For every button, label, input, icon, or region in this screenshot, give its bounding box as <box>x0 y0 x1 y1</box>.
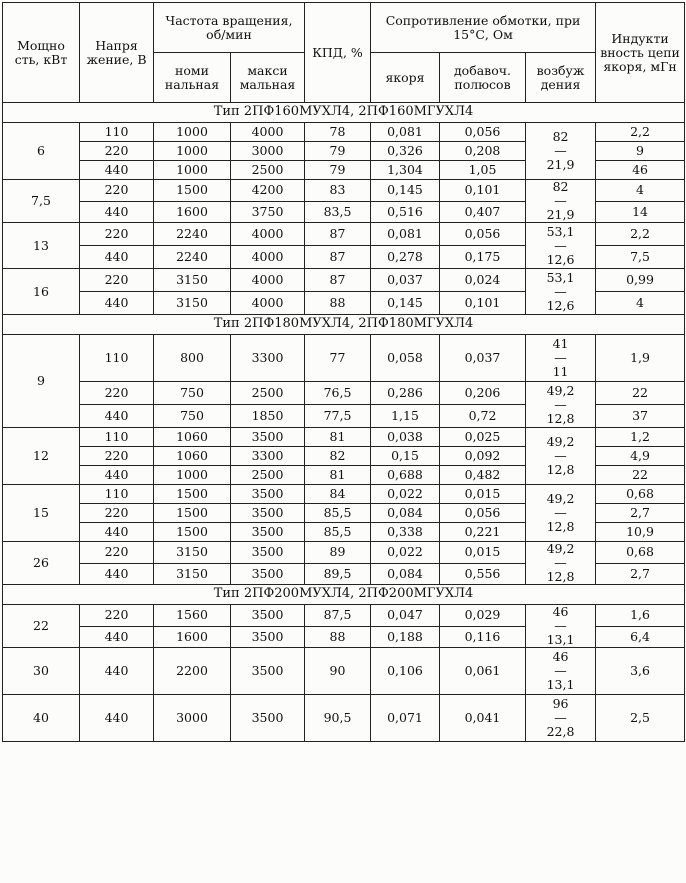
power-cell: 16 <box>3 269 80 315</box>
excitation-value: 82 <box>552 129 569 144</box>
efficiency-cell: 76,5 <box>305 382 371 405</box>
efficiency-cell: 81 <box>305 466 371 485</box>
excitation-value: 12,8 <box>546 569 575 584</box>
speed-max-cell: 3500 <box>231 563 305 585</box>
resistance-additional-cell: 0,101 <box>440 292 526 315</box>
efficiency-cell: 84 <box>305 485 371 504</box>
inductance-cell: 22 <box>596 466 685 485</box>
dash-separator: — <box>554 448 567 463</box>
resistance-additional-cell: 0,482 <box>440 466 526 485</box>
excitation-value: 11 <box>552 364 569 379</box>
resistance-armature-cell: 0,081 <box>371 223 440 246</box>
resistance-additional-cell: 0,101 <box>440 180 526 202</box>
resistance-armature-cell: 0,145 <box>371 292 440 315</box>
resistance-additional-cell: 0,175 <box>440 246 526 269</box>
inductance-cell: 10,9 <box>596 523 685 542</box>
speed-max-cell: 4000 <box>231 269 305 292</box>
excitation-resistance-cell <box>526 428 596 485</box>
header-power: Мощно сть, кВт <box>3 3 80 103</box>
voltage-cell: 220 <box>80 269 154 292</box>
voltage-cell: 220 <box>80 542 154 564</box>
voltage-cell: 440 <box>80 161 154 180</box>
excitation-value: 22,8 <box>546 724 575 739</box>
resistance-additional-cell: 0,407 <box>440 201 526 223</box>
resistance-additional-cell: 0,029 <box>440 605 526 627</box>
table-row <box>3 428 685 447</box>
resistance-armature-cell: 0,188 <box>371 626 440 648</box>
inductance-cell: 9 <box>596 142 685 161</box>
resistance-additional-cell: 0,056 <box>440 123 526 142</box>
excitation-resistance-cell <box>526 382 596 428</box>
speed-nominal-cell: 2200 <box>154 648 231 695</box>
voltage-cell: 220 <box>80 447 154 466</box>
inductance-cell: 1,9 <box>596 335 685 382</box>
efficiency-cell: 87 <box>305 246 371 269</box>
excitation-value: 21,9 <box>546 157 575 172</box>
dash-separator: — <box>554 710 567 725</box>
excitation-resistance-cell <box>526 335 596 382</box>
table-row <box>3 648 685 695</box>
resistance-armature-cell: 0,084 <box>371 563 440 585</box>
inductance-cell: 6,4 <box>596 626 685 648</box>
header-inductance: Индукти вность цепи якоря, мГн <box>596 3 685 103</box>
speed-max-cell: 3500 <box>231 485 305 504</box>
excitation-value: 13,1 <box>546 632 575 647</box>
inductance-cell: 1,6 <box>596 605 685 627</box>
header-resistance: Сопротивление обмотки, при 15°С, Ом <box>371 3 596 53</box>
inductance-cell: 0,99 <box>596 269 685 292</box>
table-row <box>3 269 685 292</box>
resistance-armature-cell: 1,15 <box>371 405 440 428</box>
dash-separator: — <box>554 505 567 520</box>
speed-max-cell: 3750 <box>231 201 305 223</box>
speed-max-cell: 3300 <box>231 335 305 382</box>
resistance-armature-cell: 0,688 <box>371 466 440 485</box>
efficiency-cell: 87 <box>305 223 371 246</box>
dash-separator: — <box>554 143 567 158</box>
inductance-cell: 2,2 <box>596 223 685 246</box>
speed-nominal-cell: 1600 <box>154 626 231 648</box>
resistance-additional-cell: 0,061 <box>440 648 526 695</box>
efficiency-cell: 83,5 <box>305 201 371 223</box>
resistance-armature-cell: 0,106 <box>371 648 440 695</box>
header-resistance-armature: якоря <box>371 53 440 103</box>
dash-separator: — <box>554 237 567 253</box>
speed-max-cell: 3500 <box>231 504 305 523</box>
power-cell: 13 <box>3 223 80 269</box>
dash-separator: — <box>554 396 567 412</box>
excitation-resistance-cell <box>526 605 596 648</box>
speed-nominal-cell: 3150 <box>154 292 231 315</box>
speed-max-cell: 4000 <box>231 292 305 315</box>
speed-max-cell: 3500 <box>231 542 305 564</box>
speed-max-cell: 2500 <box>231 161 305 180</box>
speed-nominal-cell: 1000 <box>154 123 231 142</box>
inductance-cell: 0,68 <box>596 485 685 504</box>
voltage-cell: 220 <box>80 142 154 161</box>
resistance-additional-cell: 0,206 <box>440 382 526 405</box>
dash-separator: — <box>554 283 567 299</box>
voltage-cell: 110 <box>80 335 154 382</box>
efficiency-cell: 77,5 <box>305 405 371 428</box>
speed-nominal-cell: 1000 <box>154 466 231 485</box>
dash-separator: — <box>554 555 567 570</box>
inductance-cell: 0,68 <box>596 542 685 564</box>
resistance-armature-cell: 0,338 <box>371 523 440 542</box>
voltage-cell: 110 <box>80 123 154 142</box>
voltage-cell: 440 <box>80 626 154 648</box>
efficiency-cell: 79 <box>305 142 371 161</box>
inductance-cell: 4,9 <box>596 447 685 466</box>
inductance-cell: 2,7 <box>596 563 685 585</box>
resistance-armature-cell: 0,326 <box>371 142 440 161</box>
excitation-value: 53,1 <box>546 223 575 239</box>
efficiency-cell: 79 <box>305 161 371 180</box>
voltage-cell: 220 <box>80 504 154 523</box>
speed-nominal-cell: 750 <box>154 405 231 428</box>
inductance-cell: 37 <box>596 405 685 428</box>
resistance-additional-cell: 0,72 <box>440 405 526 428</box>
voltage-cell: 110 <box>80 428 154 447</box>
resistance-armature-cell: 0,516 <box>371 201 440 223</box>
excitation-value: 12,8 <box>546 462 575 477</box>
excitation-resistance-cell <box>526 223 596 269</box>
power-cell: 15 <box>3 485 80 542</box>
excitation-resistance-cell <box>526 123 596 180</box>
excitation-value: 82 <box>552 179 569 194</box>
resistance-additional-cell: 0,056 <box>440 223 526 246</box>
speed-nominal-cell: 1500 <box>154 180 231 202</box>
section-title: Тип 2ПФ160МУХЛ4, 2ПФ160МГУХЛ4 <box>3 103 685 123</box>
efficiency-cell: 90,5 <box>305 695 371 742</box>
speed-nominal-cell: 800 <box>154 335 231 382</box>
speed-max-cell: 3500 <box>231 428 305 447</box>
speed-nominal-cell: 1500 <box>154 523 231 542</box>
speed-nominal-cell: 1000 <box>154 161 231 180</box>
speed-max-cell: 1850 <box>231 405 305 428</box>
resistance-armature-cell: 0,145 <box>371 180 440 202</box>
section-title-row <box>3 315 685 335</box>
table-row <box>3 695 685 742</box>
voltage-cell: 440 <box>80 246 154 269</box>
efficiency-cell: 82 <box>305 447 371 466</box>
resistance-additional-cell: 0,116 <box>440 626 526 648</box>
voltage-cell: 440 <box>80 405 154 428</box>
speed-max-cell: 2500 <box>231 466 305 485</box>
header-voltage: Напря жение, В <box>80 3 154 103</box>
speed-max-cell: 3500 <box>231 695 305 742</box>
table-row <box>3 485 685 504</box>
table-row <box>3 223 685 246</box>
section-title-row <box>3 103 685 123</box>
voltage-cell: 220 <box>80 605 154 627</box>
header-resistance-additional: добавоч. полюсов <box>440 53 526 103</box>
resistance-armature-cell: 0,047 <box>371 605 440 627</box>
resistance-armature-cell: 0,038 <box>371 428 440 447</box>
resistance-additional-cell: 0,056 <box>440 504 526 523</box>
inductance-cell: 14 <box>596 201 685 223</box>
power-cell: 26 <box>3 542 80 585</box>
excitation-resistance-cell <box>526 648 596 695</box>
speed-nominal-cell: 750 <box>154 382 231 405</box>
resistance-armature-cell: 0,022 <box>371 542 440 564</box>
table-row <box>3 382 685 405</box>
inductance-cell: 2,7 <box>596 504 685 523</box>
dash-separator: — <box>554 618 567 633</box>
excitation-value: 21,9 <box>546 207 575 222</box>
inductance-cell: 2,5 <box>596 695 685 742</box>
efficiency-cell: 85,5 <box>305 523 371 542</box>
voltage-cell: 110 <box>80 485 154 504</box>
resistance-armature-cell: 0,071 <box>371 695 440 742</box>
speed-max-cell: 4200 <box>231 180 305 202</box>
voltage-cell: 220 <box>80 180 154 202</box>
excitation-value: 49,2 <box>546 491 575 506</box>
inductance-cell: 2,2 <box>596 123 685 142</box>
inductance-cell: 7,5 <box>596 246 685 269</box>
speed-nominal-cell: 2240 <box>154 246 231 269</box>
section-title-row <box>3 585 685 605</box>
speed-nominal-cell: 1060 <box>154 447 231 466</box>
resistance-armature-cell: 0,037 <box>371 269 440 292</box>
excitation-value: 41 <box>552 336 569 351</box>
voltage-cell: 440 <box>80 201 154 223</box>
excitation-value: 46 <box>552 604 569 619</box>
excitation-value: 53,1 <box>546 269 575 285</box>
excitation-value: 12,8 <box>546 410 575 426</box>
efficiency-cell: 81 <box>305 428 371 447</box>
power-cell: 30 <box>3 648 80 695</box>
table-body <box>3 103 685 742</box>
speed-nominal-cell: 1600 <box>154 201 231 223</box>
speed-max-cell: 3500 <box>231 626 305 648</box>
resistance-armature-cell: 0,278 <box>371 246 440 269</box>
table-row <box>3 335 685 382</box>
excitation-resistance-cell <box>526 269 596 315</box>
efficiency-cell: 88 <box>305 292 371 315</box>
header-speed: Частота вращения, об/мин <box>154 3 305 53</box>
inductance-cell: 4 <box>596 292 685 315</box>
efficiency-cell: 85,5 <box>305 504 371 523</box>
resistance-additional-cell: 0,221 <box>440 523 526 542</box>
header-speed-nominal: номи нальная <box>154 53 231 103</box>
dash-separator: — <box>554 663 567 678</box>
resistance-additional-cell: 1,05 <box>440 161 526 180</box>
resistance-additional-cell: 0,015 <box>440 485 526 504</box>
inductance-cell: 46 <box>596 161 685 180</box>
speed-max-cell: 4000 <box>231 246 305 269</box>
efficiency-cell: 89,5 <box>305 563 371 585</box>
power-cell: 7,5 <box>3 180 80 223</box>
speed-max-cell: 3500 <box>231 523 305 542</box>
inductance-cell: 22 <box>596 382 685 405</box>
speed-max-cell: 2500 <box>231 382 305 405</box>
excitation-value: 49,2 <box>546 434 575 449</box>
speed-nominal-cell: 1060 <box>154 428 231 447</box>
resistance-armature-cell: 0,081 <box>371 123 440 142</box>
excitation-value: 12,6 <box>546 297 575 313</box>
excitation-resistance-cell <box>526 180 596 223</box>
section-title: Тип 2ПФ200МУХЛ4, 2ПФ200МГУХЛ4 <box>3 585 685 605</box>
voltage-cell: 220 <box>80 223 154 246</box>
resistance-additional-cell: 0,015 <box>440 542 526 564</box>
header-speed-max: макси мальная <box>231 53 305 103</box>
efficiency-cell: 78 <box>305 123 371 142</box>
inductance-cell: 1,2 <box>596 428 685 447</box>
efficiency-cell: 83 <box>305 180 371 202</box>
voltage-cell: 440 <box>80 563 154 585</box>
resistance-armature-cell: 0,084 <box>371 504 440 523</box>
power-cell: 9 <box>3 335 80 428</box>
speed-nominal-cell: 1500 <box>154 485 231 504</box>
speed-max-cell: 4000 <box>231 123 305 142</box>
power-cell: 12 <box>3 428 80 485</box>
resistance-additional-cell: 0,208 <box>440 142 526 161</box>
table-row <box>3 123 685 142</box>
efficiency-cell: 89 <box>305 542 371 564</box>
speed-nominal-cell: 3150 <box>154 563 231 585</box>
resistance-additional-cell: 0,025 <box>440 428 526 447</box>
voltage-cell: 440 <box>80 523 154 542</box>
resistance-additional-cell: 0,037 <box>440 335 526 382</box>
excitation-resistance-cell <box>526 485 596 542</box>
excitation-value: 96 <box>552 696 569 711</box>
speed-nominal-cell: 1000 <box>154 142 231 161</box>
speed-nominal-cell: 2240 <box>154 223 231 246</box>
excitation-value: 12,8 <box>546 519 575 534</box>
resistance-armature-cell: 1,304 <box>371 161 440 180</box>
excitation-resistance-cell <box>526 542 596 585</box>
resistance-armature-cell: 0,15 <box>371 447 440 466</box>
power-cell: 40 <box>3 695 80 742</box>
header-resistance-excitation: возбуж дения <box>526 53 596 103</box>
inductance-cell: 4 <box>596 180 685 202</box>
inductance-cell: 3,6 <box>596 648 685 695</box>
voltage-cell: 440 <box>80 648 154 695</box>
speed-max-cell: 3000 <box>231 142 305 161</box>
speed-max-cell: 3500 <box>231 605 305 627</box>
motor-spec-table <box>2 2 685 742</box>
speed-nominal-cell: 3000 <box>154 695 231 742</box>
resistance-additional-cell: 0,024 <box>440 269 526 292</box>
dash-separator: — <box>554 193 567 208</box>
efficiency-cell: 88 <box>305 626 371 648</box>
speed-max-cell: 3300 <box>231 447 305 466</box>
section-title: Тип 2ПФ180МУХЛ4, 2ПФ180МГУХЛ4 <box>3 315 685 335</box>
table-row <box>3 180 685 202</box>
excitation-resistance-cell <box>526 695 596 742</box>
excitation-value: 46 <box>552 649 569 664</box>
resistance-armature-cell: 0,286 <box>371 382 440 405</box>
voltage-cell: 220 <box>80 382 154 405</box>
speed-nominal-cell: 3150 <box>154 269 231 292</box>
speed-nominal-cell: 3150 <box>154 542 231 564</box>
header-efficiency: КПД, % <box>305 3 371 103</box>
efficiency-cell: 87,5 <box>305 605 371 627</box>
efficiency-cell: 90 <box>305 648 371 695</box>
voltage-cell: 440 <box>80 292 154 315</box>
speed-max-cell: 4000 <box>231 223 305 246</box>
excitation-value: 49,2 <box>546 541 575 556</box>
excitation-value: 13,1 <box>546 677 575 692</box>
voltage-cell: 440 <box>80 466 154 485</box>
table-row <box>3 542 685 564</box>
efficiency-cell: 77 <box>305 335 371 382</box>
power-cell: 22 <box>3 605 80 648</box>
speed-max-cell: 3500 <box>231 648 305 695</box>
efficiency-cell: 87 <box>305 269 371 292</box>
speed-nominal-cell: 1500 <box>154 504 231 523</box>
resistance-armature-cell: 0,022 <box>371 485 440 504</box>
power-cell: 6 <box>3 123 80 180</box>
speed-nominal-cell: 1560 <box>154 605 231 627</box>
table-row <box>3 605 685 627</box>
excitation-value: 12,6 <box>546 251 575 267</box>
resistance-additional-cell: 0,092 <box>440 447 526 466</box>
resistance-additional-cell: 0,041 <box>440 695 526 742</box>
resistance-additional-cell: 0,556 <box>440 563 526 585</box>
excitation-value: 49,2 <box>546 382 575 398</box>
resistance-armature-cell: 0,058 <box>371 335 440 382</box>
dash-separator: — <box>554 350 567 365</box>
voltage-cell: 440 <box>80 695 154 742</box>
